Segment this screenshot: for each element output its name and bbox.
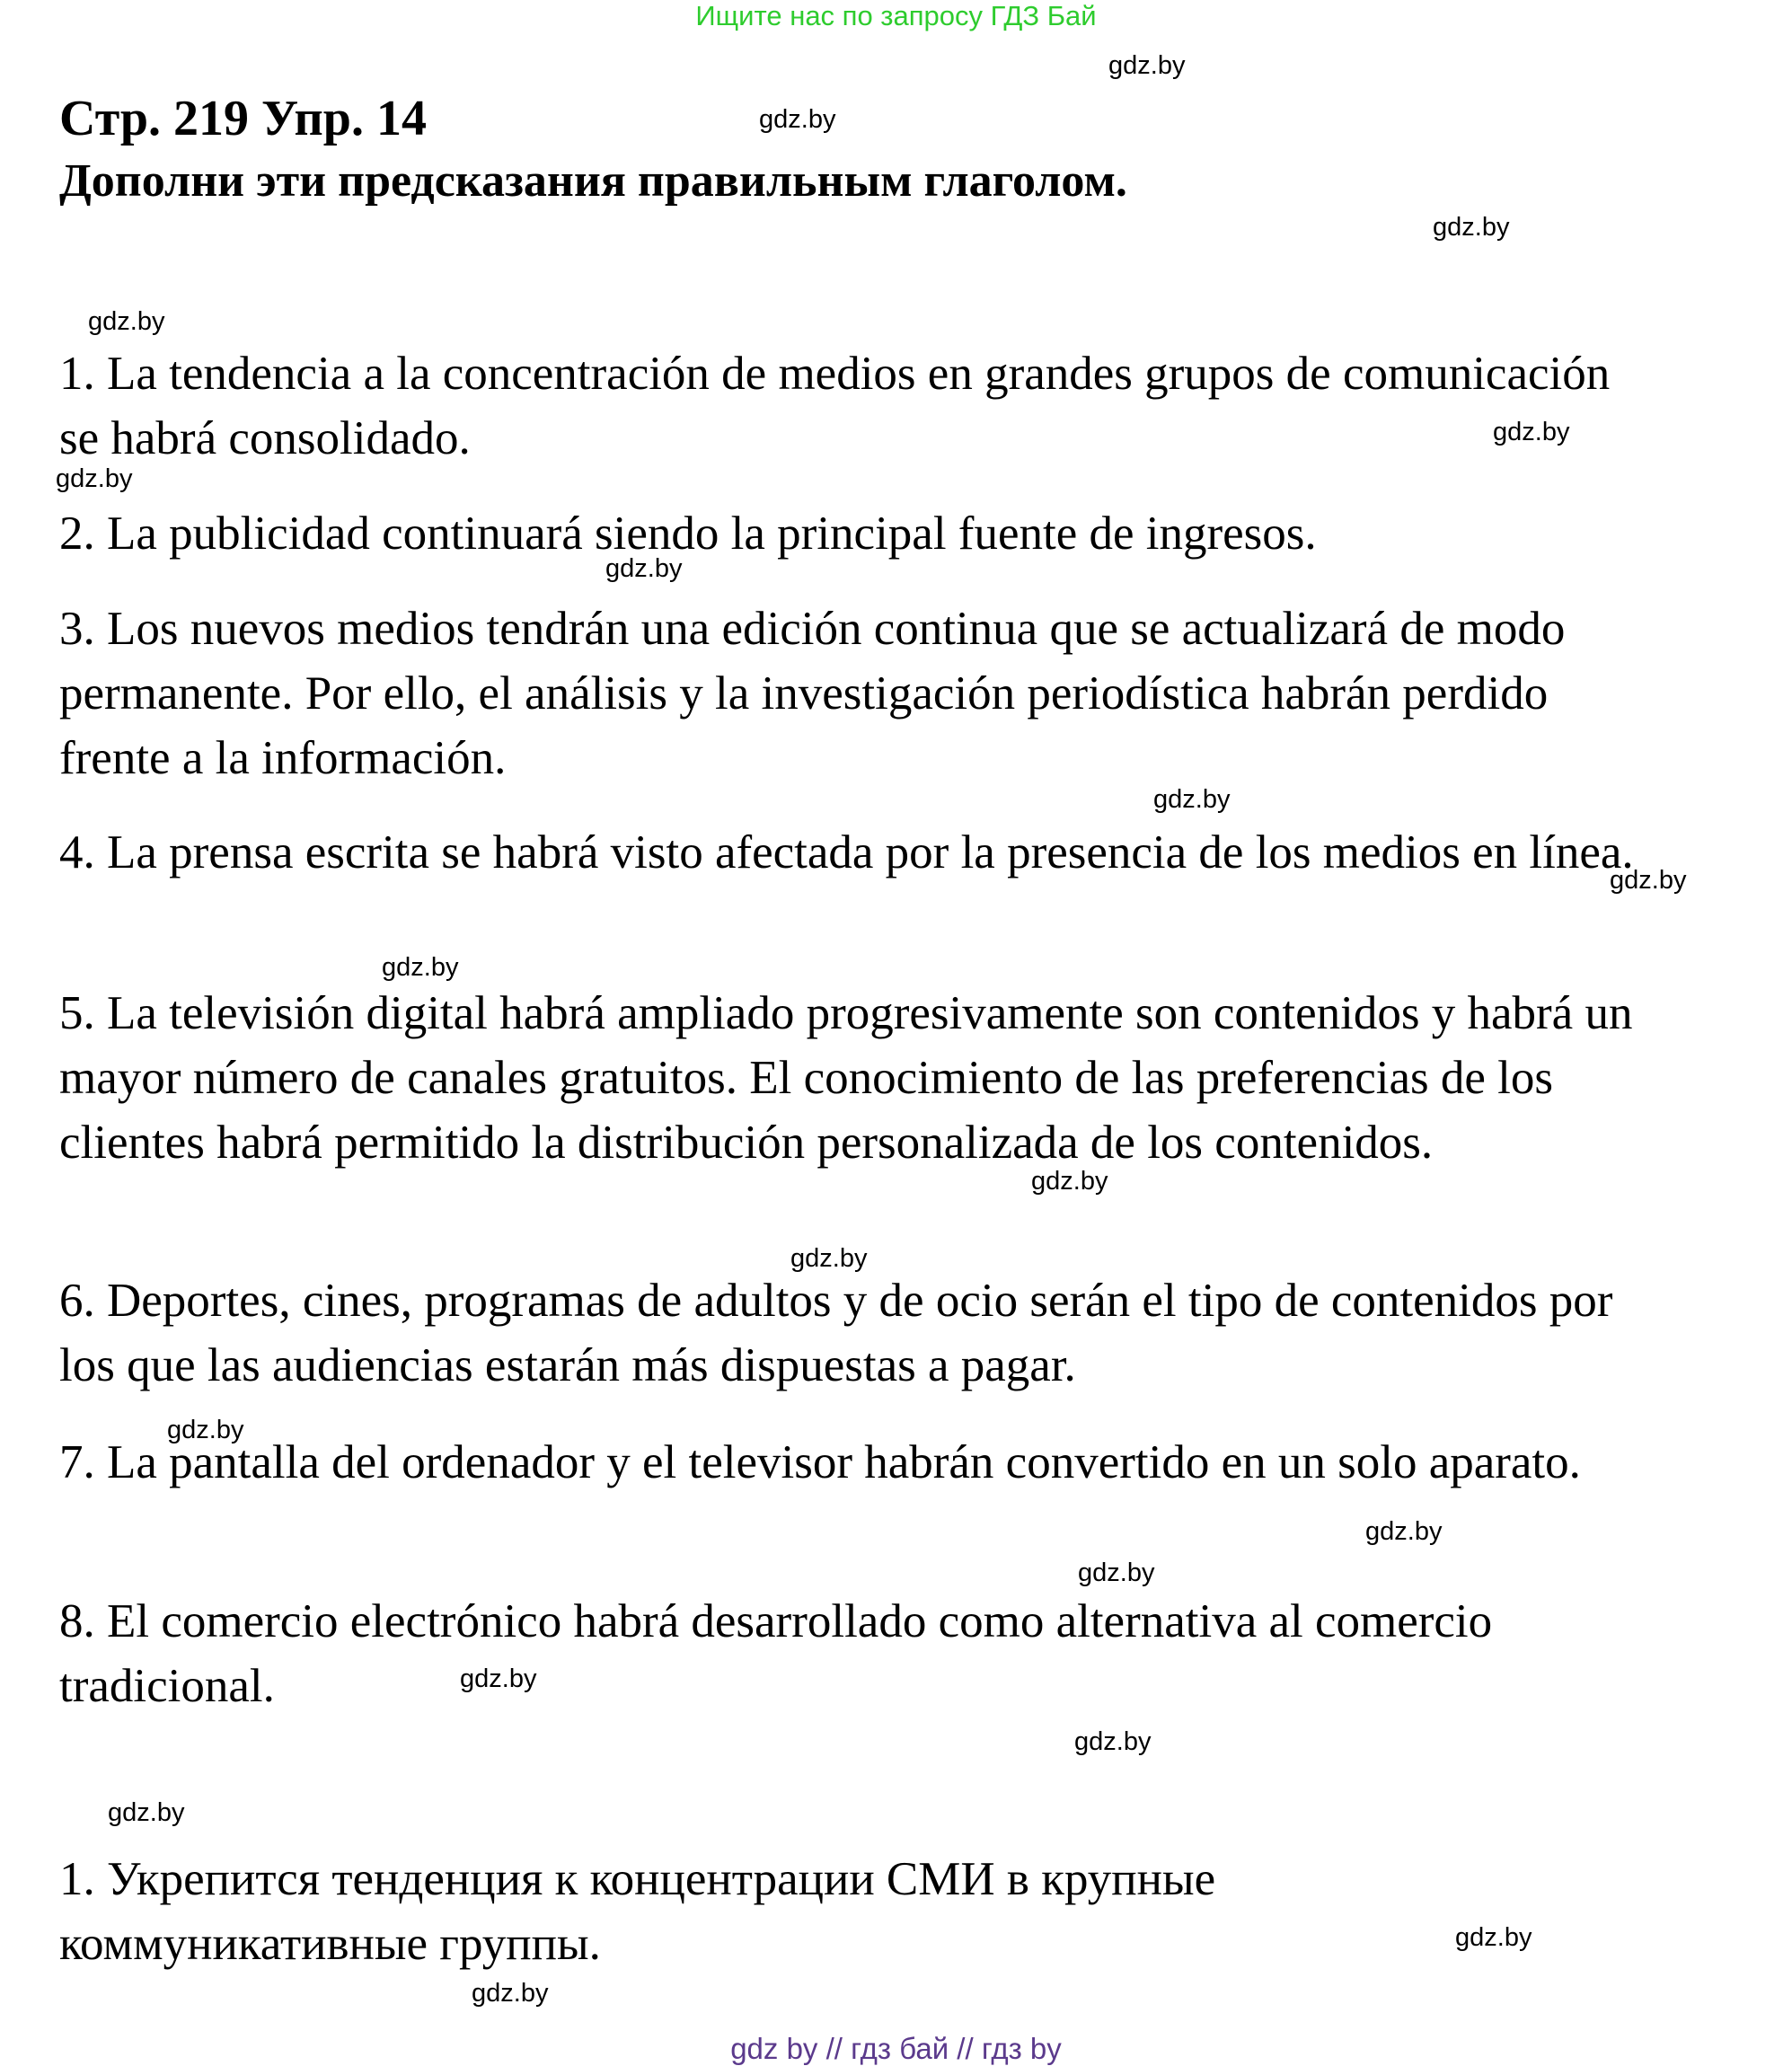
list-item: 7. La pantalla del ordenador y el televisor habrán convertido en un solo aparato. (59, 1436, 1581, 1488)
watermark: gdz.by (1433, 213, 1510, 242)
watermark: gdz.by (790, 1244, 868, 1273)
watermark: gdz.by (1610, 866, 1687, 895)
list-item: 2. La publicidad continuará siendo la principal fuente de ingresos. (59, 508, 1317, 560)
watermark: gdz.by (108, 1798, 185, 1827)
watermark: gdz.by (605, 554, 683, 583)
list-item: 3. Los nuevos medios tendrán una edición continua que se actualizará de modo permanente. Por ello, el análisis y la investigación periodística habrán perdido frente a la información. (59, 603, 1566, 784)
translation-item: 1. Укрепится тенденция к концентрации СМИ в крупные коммуникативные группы. (59, 1853, 1216, 1970)
top-banner: Ищите нас по запросу ГДЗ Бай (695, 0, 1097, 31)
watermark: gdz.by (88, 307, 165, 336)
watermark: gdz.by (759, 105, 836, 134)
watermark: gdz.by (1078, 1558, 1155, 1587)
list-item: 5. La televisión digital habrá ampliado progresivamente son contenidos y habrá un mayor número de canales gratuitos. El conocimiento de las preferencias de los clientes habrá permitido la distribución personalizada de los contenidos. (59, 987, 1633, 1169)
list-item: 8. El comercio electrónico habrá desarrollado como alternativa al comercio tradicional. (59, 1595, 1493, 1712)
list-item: 6. Deportes, cines, programas de adultos y de ocio serán el tipo de contenidos por los que las audiencias estarán más dispuestas a pagar. (59, 1275, 1613, 1391)
list-item: 1. La tendencia a la concentración de medios en grandes grupos de comunicación se habrá consolidado. (59, 348, 1611, 464)
watermark: gdz.by (472, 1979, 549, 2008)
watermark: gdz.by (1455, 1923, 1532, 1952)
watermark: gdz.by (1031, 1167, 1108, 1196)
watermark: gdz.by (382, 953, 459, 982)
watermark: gdz.by (167, 1416, 244, 1444)
list-item: 4. La prensa escrita se habrá visto afectada por la presencia de los medios en línea. (59, 826, 1634, 878)
watermark: gdz.by (1108, 51, 1186, 80)
exercise-instruction: Дополни эти предсказания правильным глаголом. (59, 155, 1127, 207)
page-title: Стр. 219 Упр. 14 (59, 91, 427, 146)
watermark: gdz.by (1153, 785, 1231, 814)
watermark: gdz.by (1365, 1517, 1443, 1546)
watermark: gdz.by (1493, 418, 1570, 446)
watermark: gdz.by (56, 464, 133, 493)
footer-links: gdz by // гдз бай // гдз by (730, 2032, 1062, 2065)
watermark: gdz.by (1074, 1727, 1152, 1756)
watermark: gdz.by (460, 1664, 537, 1693)
